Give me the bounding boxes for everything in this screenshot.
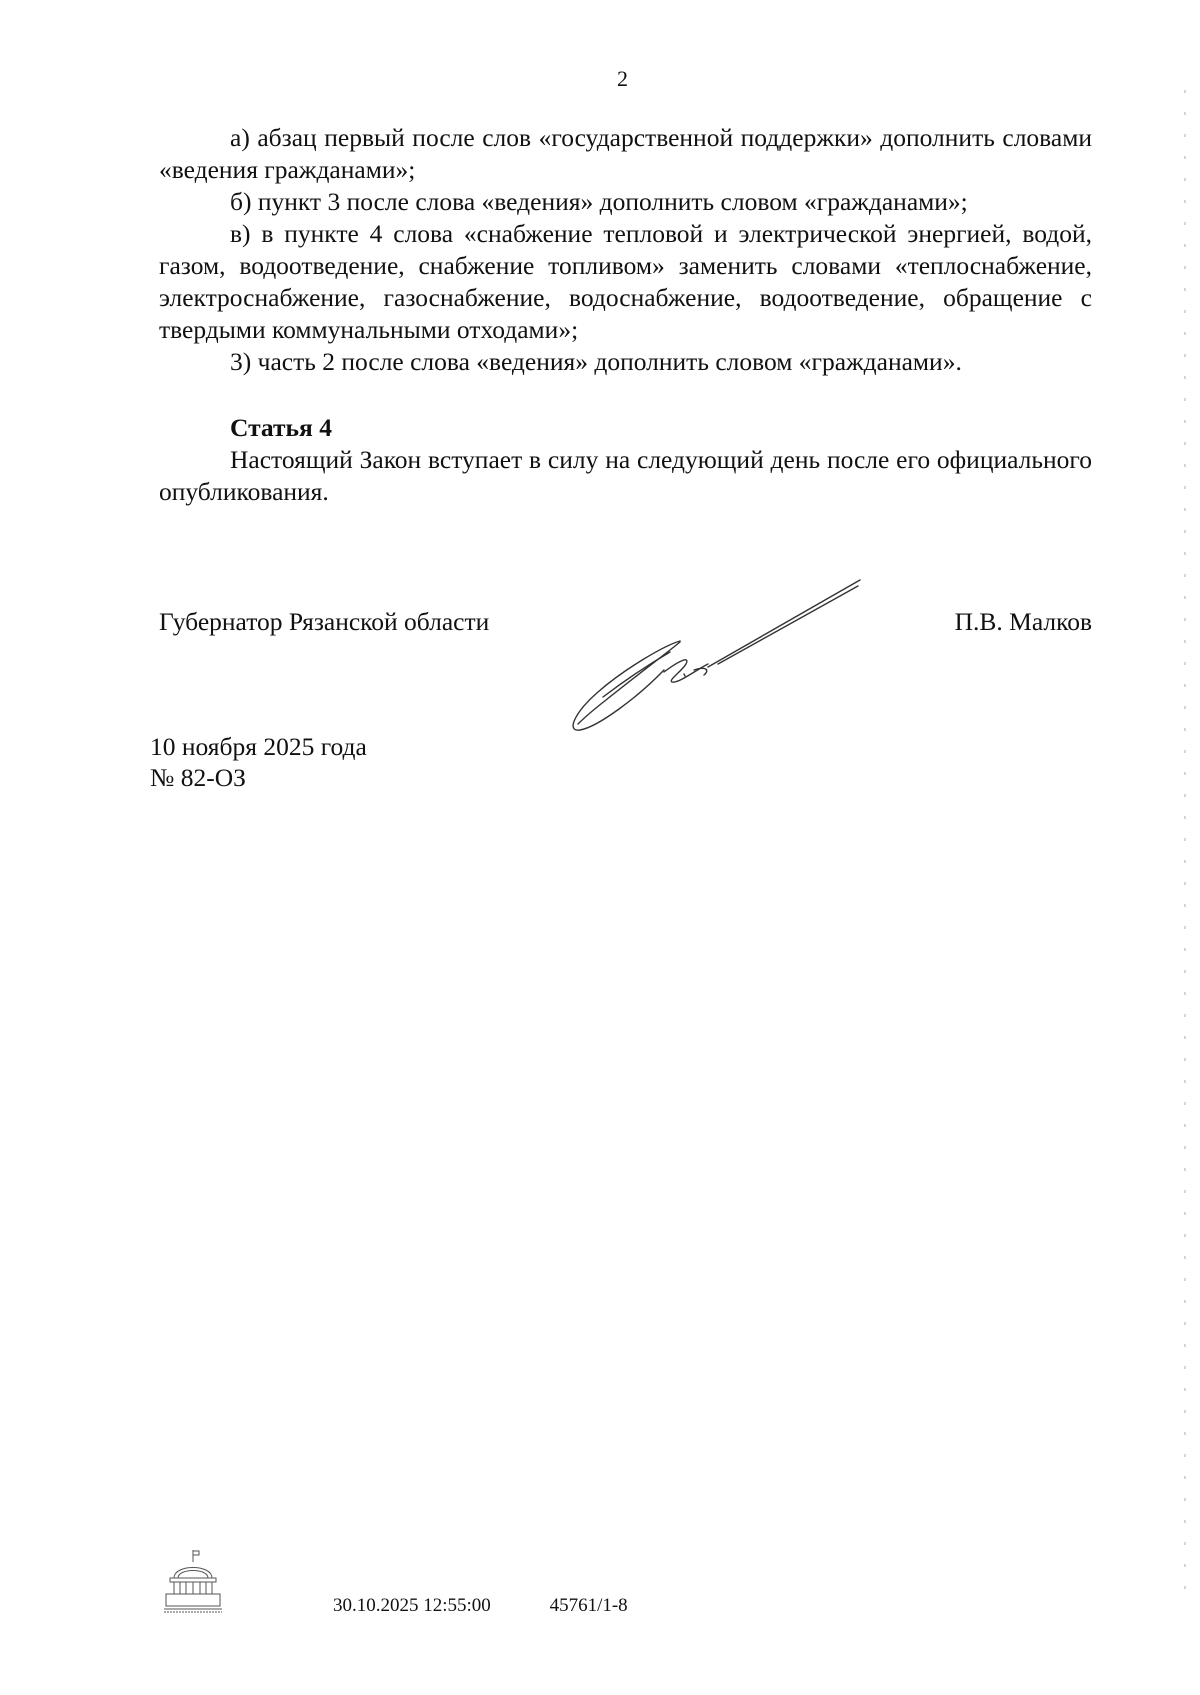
- duma-emblem-icon: [160, 1548, 226, 1614]
- signing-date: 10 ноября 2025 года: [150, 732, 367, 761]
- signer-name: П.В. Малков: [954, 607, 1092, 636]
- amendment-item-b: б) пункт 3 после слова «ведения» дополнить словом «гражданами»;: [230, 187, 968, 216]
- page-number: 2: [617, 66, 628, 91]
- article-text: Настоящий Закон вступает в силу на следующий день после его официального опубликования.: [159, 445, 1092, 506]
- amendment-item-a: а) абзац первый после слов «государственной поддержки» дополнить словами «ведения гражданами»;: [159, 123, 1092, 184]
- footer-meta: [333, 1595, 628, 1617]
- amendment-item-3: 3) часть 2 после слова «ведения» дополнить словом «гражданами».: [230, 347, 962, 376]
- law-number: № 82-ОЗ: [150, 763, 246, 792]
- document-body: [159, 122, 1092, 508]
- signer-title: Губернатор Рязанской области: [159, 607, 490, 636]
- footer-reference: 45761/1-8: [549, 1595, 628, 1616]
- amendment-item-v: в) в пункте 4 слова «снабжение тепловой и электрической энергией, водой, газом, водоотведение, снабжение топливом» заменить словами «теплоснабжение, электроснабжение, газоснабжение, водоснабжение, водоотведение, обращение с твердыми коммунальными отходами»;: [159, 219, 1092, 344]
- footer-timestamp: 30.10.2025 12:55:00: [333, 1595, 491, 1616]
- date-block: [150, 731, 367, 793]
- scan-edge-marks: [1184, 90, 1186, 1590]
- handwritten-signature: [568, 572, 868, 742]
- article-heading: Статья 4: [230, 413, 332, 442]
